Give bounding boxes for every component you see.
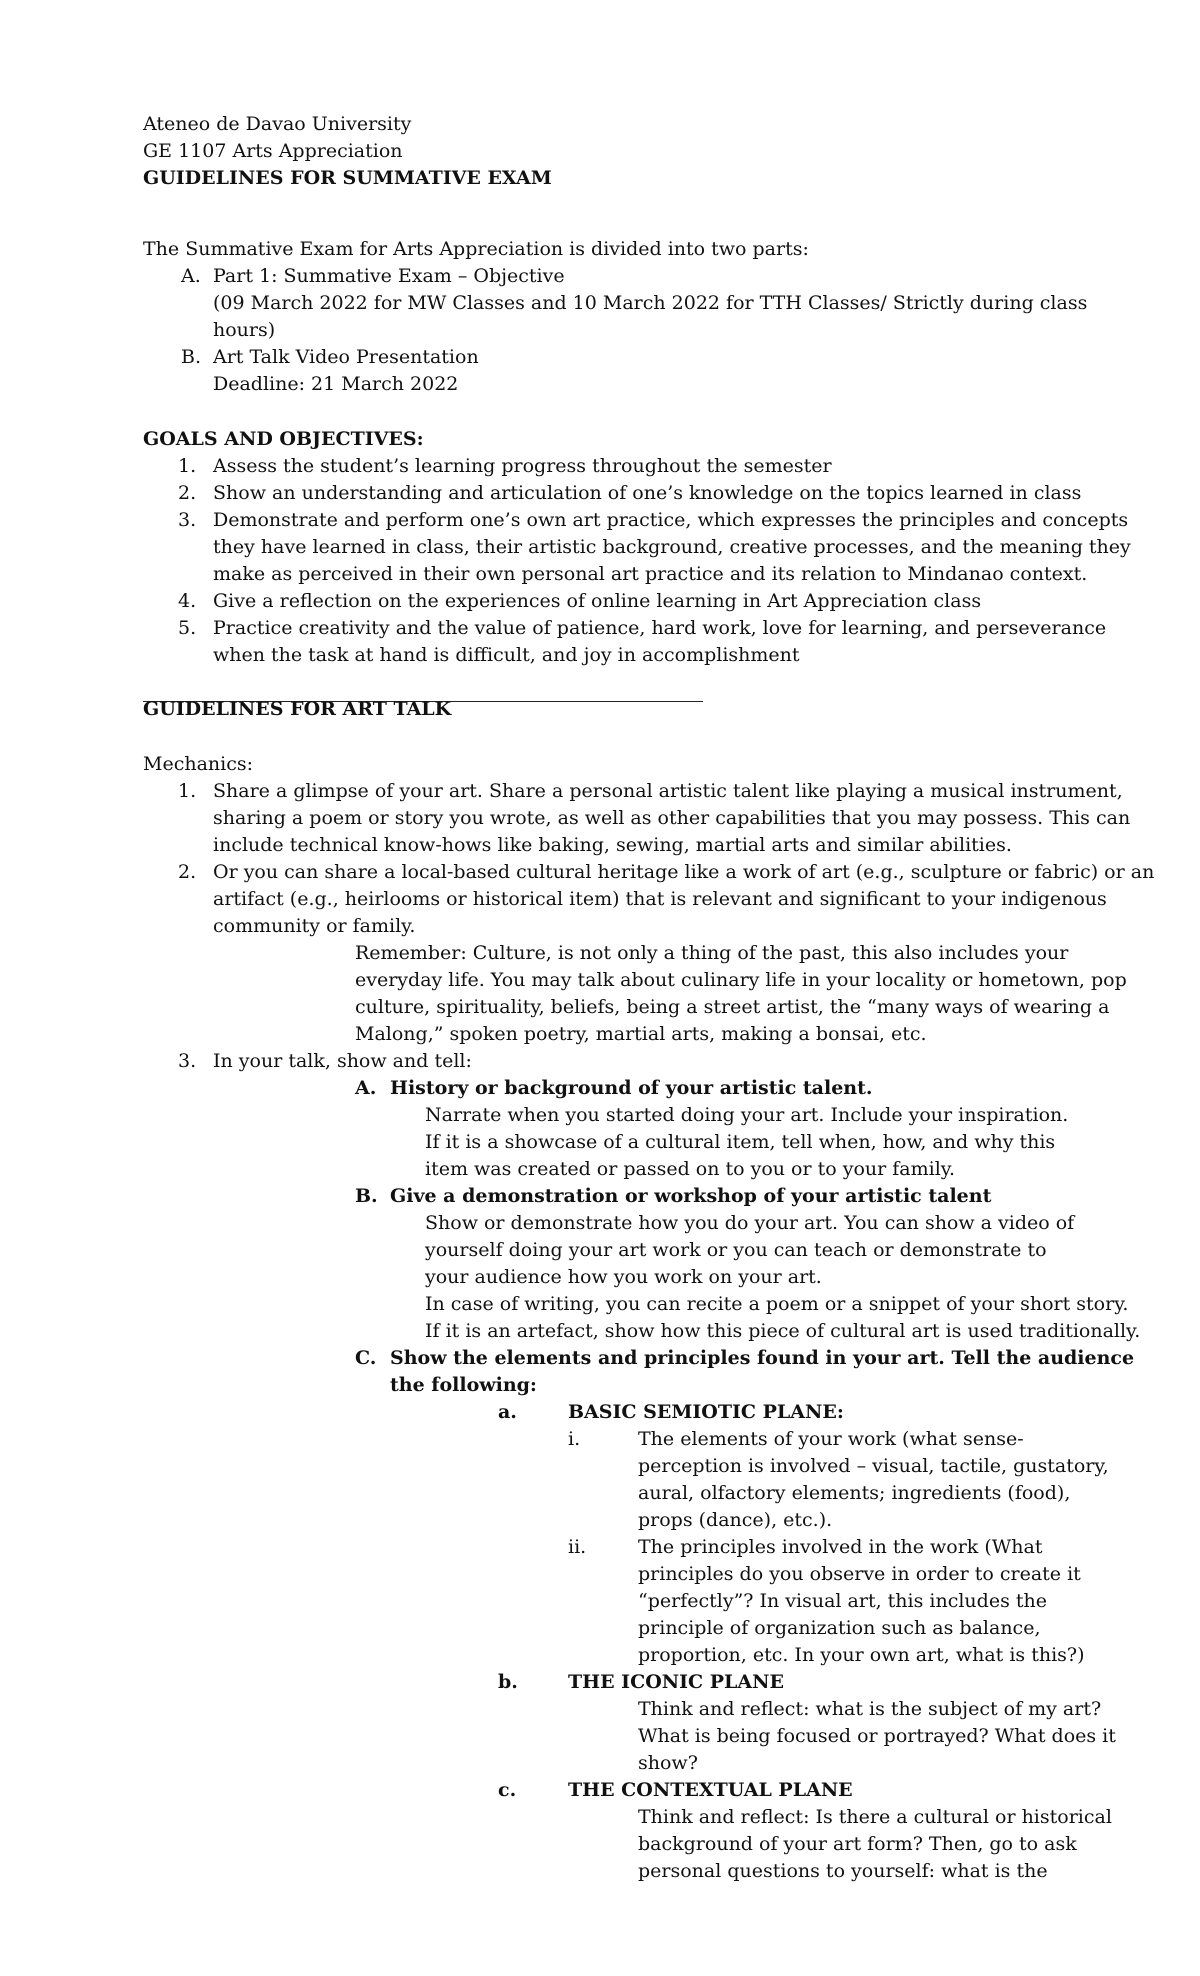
goal-marker: 1.: [178, 455, 197, 477]
university-name: Ateneo de Davao University: [143, 113, 412, 135]
mechanics-marker: 2.: [178, 861, 197, 883]
document-title: GUIDELINES FOR SUMMATIVE EXAM: [143, 167, 552, 189]
goal-line: Practice creativity and the value of patience, hard work, love for learning, and perseverance: [213, 617, 1107, 639]
show-tell-title: Show the elements and principles found in your art. Tell the audience: [390, 1347, 1135, 1369]
plane-title: BASIC SEMIOTIC PLANE:: [568, 1401, 844, 1423]
show-tell-marker: A.: [355, 1077, 377, 1099]
remember-note: Remember: Culture, is not only a thing of the past, this also includes your: [355, 942, 1069, 964]
mechanics-line: artifact (e.g., heirlooms or historical item) that is relevant and significant to your indigenous: [213, 888, 1107, 910]
subitem-marker: ii.: [568, 1536, 587, 1558]
show-tell-title: the following:: [390, 1374, 537, 1396]
show-tell-body: Narrate when you started doing your art. Include your inspiration.: [425, 1104, 1069, 1126]
show-tell-body: If it is a showcase of a cultural item, tell when, how, and why this: [425, 1131, 1056, 1153]
show-tell-body: If it is an artefact, show how this piece of cultural art is used traditionally.: [425, 1320, 1141, 1342]
show-tell-title: History or background of your artistic talent.: [390, 1077, 873, 1099]
subitem-line: perception is involved – visual, tactile, gustatory,: [638, 1455, 1109, 1477]
goal-line: Show an understanding and articulation of one’s knowledge on the topics learned in class: [213, 482, 1082, 504]
show-tell-body: your audience how you work on your art.: [425, 1266, 822, 1288]
show-tell-body: item was created or passed on to you or to your family.: [425, 1158, 956, 1180]
mechanics-line: community or family.: [213, 915, 416, 937]
subitem-line: The principles involved in the work (What: [638, 1536, 1043, 1558]
part-a-line: Part 1: Summative Exam – Objective: [213, 265, 565, 287]
goal-line: Assess the student’s learning progress throughout the semester: [213, 455, 832, 477]
part-b-line: Art Talk Video Presentation: [213, 346, 479, 368]
goal-marker: 3.: [178, 509, 197, 531]
part-a-marker: A.: [181, 265, 201, 287]
intro-text: The Summative Exam for Arts Appreciation is divided into two parts:: [143, 238, 809, 260]
show-tell-marker: C.: [355, 1347, 377, 1369]
show-tell-body: Show or demonstrate how you do your art. You can show a video of: [425, 1212, 1075, 1234]
goal-line: Demonstrate and perform one’s own art practice, which expresses the principles and concepts: [213, 509, 1129, 531]
part-a-line: (09 March 2022 for MW Classes and 10 March 2022 for TTH Classes/ Strictly during class: [213, 292, 1088, 314]
art-talk-heading: GUIDELINES FOR ART TALK: [143, 698, 452, 720]
subitem-line: aural, olfactory elements; ingredients (food),: [638, 1482, 1071, 1504]
goals-heading: GOALS AND OBJECTIVES:: [143, 428, 424, 450]
remember-note: culture, spirituality, beliefs, being a street artist, the “many ways of wearing a: [355, 996, 1110, 1018]
goal-marker: 2.: [178, 482, 197, 504]
part-b-marker: B.: [181, 346, 202, 368]
plane-title: THE ICONIC PLANE: [568, 1671, 784, 1693]
subitem-marker: i.: [568, 1428, 581, 1450]
goal-line: when the task at hand is difficult, and joy in accomplishment: [213, 644, 800, 666]
show-tell-body: yourself doing your art work or you can teach or demonstrate to: [425, 1239, 1047, 1261]
plane-body: Think and reflect: Is there a cultural or historical: [638, 1806, 1112, 1828]
plane-body: What is being focused or portrayed? What does it: [638, 1725, 1116, 1747]
mechanics-marker: 3.: [178, 1050, 197, 1072]
plane-body: background of your art form? Then, go to ask: [638, 1833, 1077, 1855]
plane-body: personal questions to yourself: what is the: [638, 1860, 1048, 1882]
mechanics-marker: 1.: [178, 780, 197, 802]
goal-marker: 5.: [178, 617, 197, 639]
goal-line: Give a reflection on the experiences of online learning in Art Appreciation class: [213, 590, 982, 612]
mechanics-line: include technical know-hows like baking, sewing, martial arts and similar abilities.: [213, 834, 1012, 856]
goal-line: make as perceived in their own personal art practice and its relation to Mindanao context.: [213, 563, 1088, 585]
plane-marker: b.: [498, 1671, 518, 1693]
mechanics-line: Share a glimpse of your art. Share a personal artistic talent like playing a musical instrument,: [213, 780, 1123, 802]
subitem-line: The elements of your work (what sense-: [638, 1428, 1024, 1450]
plane-body: show?: [638, 1752, 698, 1774]
part-a-line: hours): [213, 319, 276, 341]
remember-note: everyday life. You may talk about culinary life in your locality or hometown, pop: [355, 969, 1127, 991]
subitem-line: proportion, etc. In your own art, what is this?): [638, 1644, 1085, 1666]
subitem-line: principles do you observe in order to create it: [638, 1563, 1081, 1585]
part-b-line: Deadline: 21 March 2022: [213, 373, 459, 395]
subitem-line: “perfectly”? In visual art, this includes the: [638, 1590, 1047, 1612]
plane-marker: a.: [498, 1401, 517, 1423]
mechanics-label: Mechanics:: [143, 753, 254, 775]
mechanics-line: In your talk, show and tell:: [213, 1050, 472, 1072]
subitem-line: principle of organization such as balance,: [638, 1617, 1041, 1639]
plane-marker: c.: [498, 1779, 517, 1801]
mechanics-line: Or you can share a local-based cultural heritage like a work of art (e.g., sculpture or fabric) or an: [213, 861, 1155, 883]
course-name: GE 1107 Arts Appreciation: [143, 140, 403, 162]
subitem-line: props (dance), etc.).: [638, 1509, 833, 1531]
show-tell-title: Give a demonstration or workshop of your artistic talent: [390, 1185, 992, 1207]
plane-title: THE CONTEXTUAL PLANE: [568, 1779, 853, 1801]
show-tell-body: In case of writing, you can recite a poem or a snippet of your short story.: [425, 1293, 1129, 1315]
mechanics-line: sharing a poem or story you wrote, as well as other capabilities that you may possess. This can: [213, 807, 1131, 829]
remember-note: Malong,” spoken poetry, martial arts, making a bonsai, etc.: [355, 1023, 927, 1045]
goal-marker: 4.: [178, 590, 197, 612]
show-tell-marker: B.: [355, 1185, 378, 1207]
plane-body: Think and reflect: what is the subject of my art?: [638, 1698, 1102, 1720]
goal-line: they have learned in class, their artistic background, creative processes, and the meaning they: [213, 536, 1131, 558]
